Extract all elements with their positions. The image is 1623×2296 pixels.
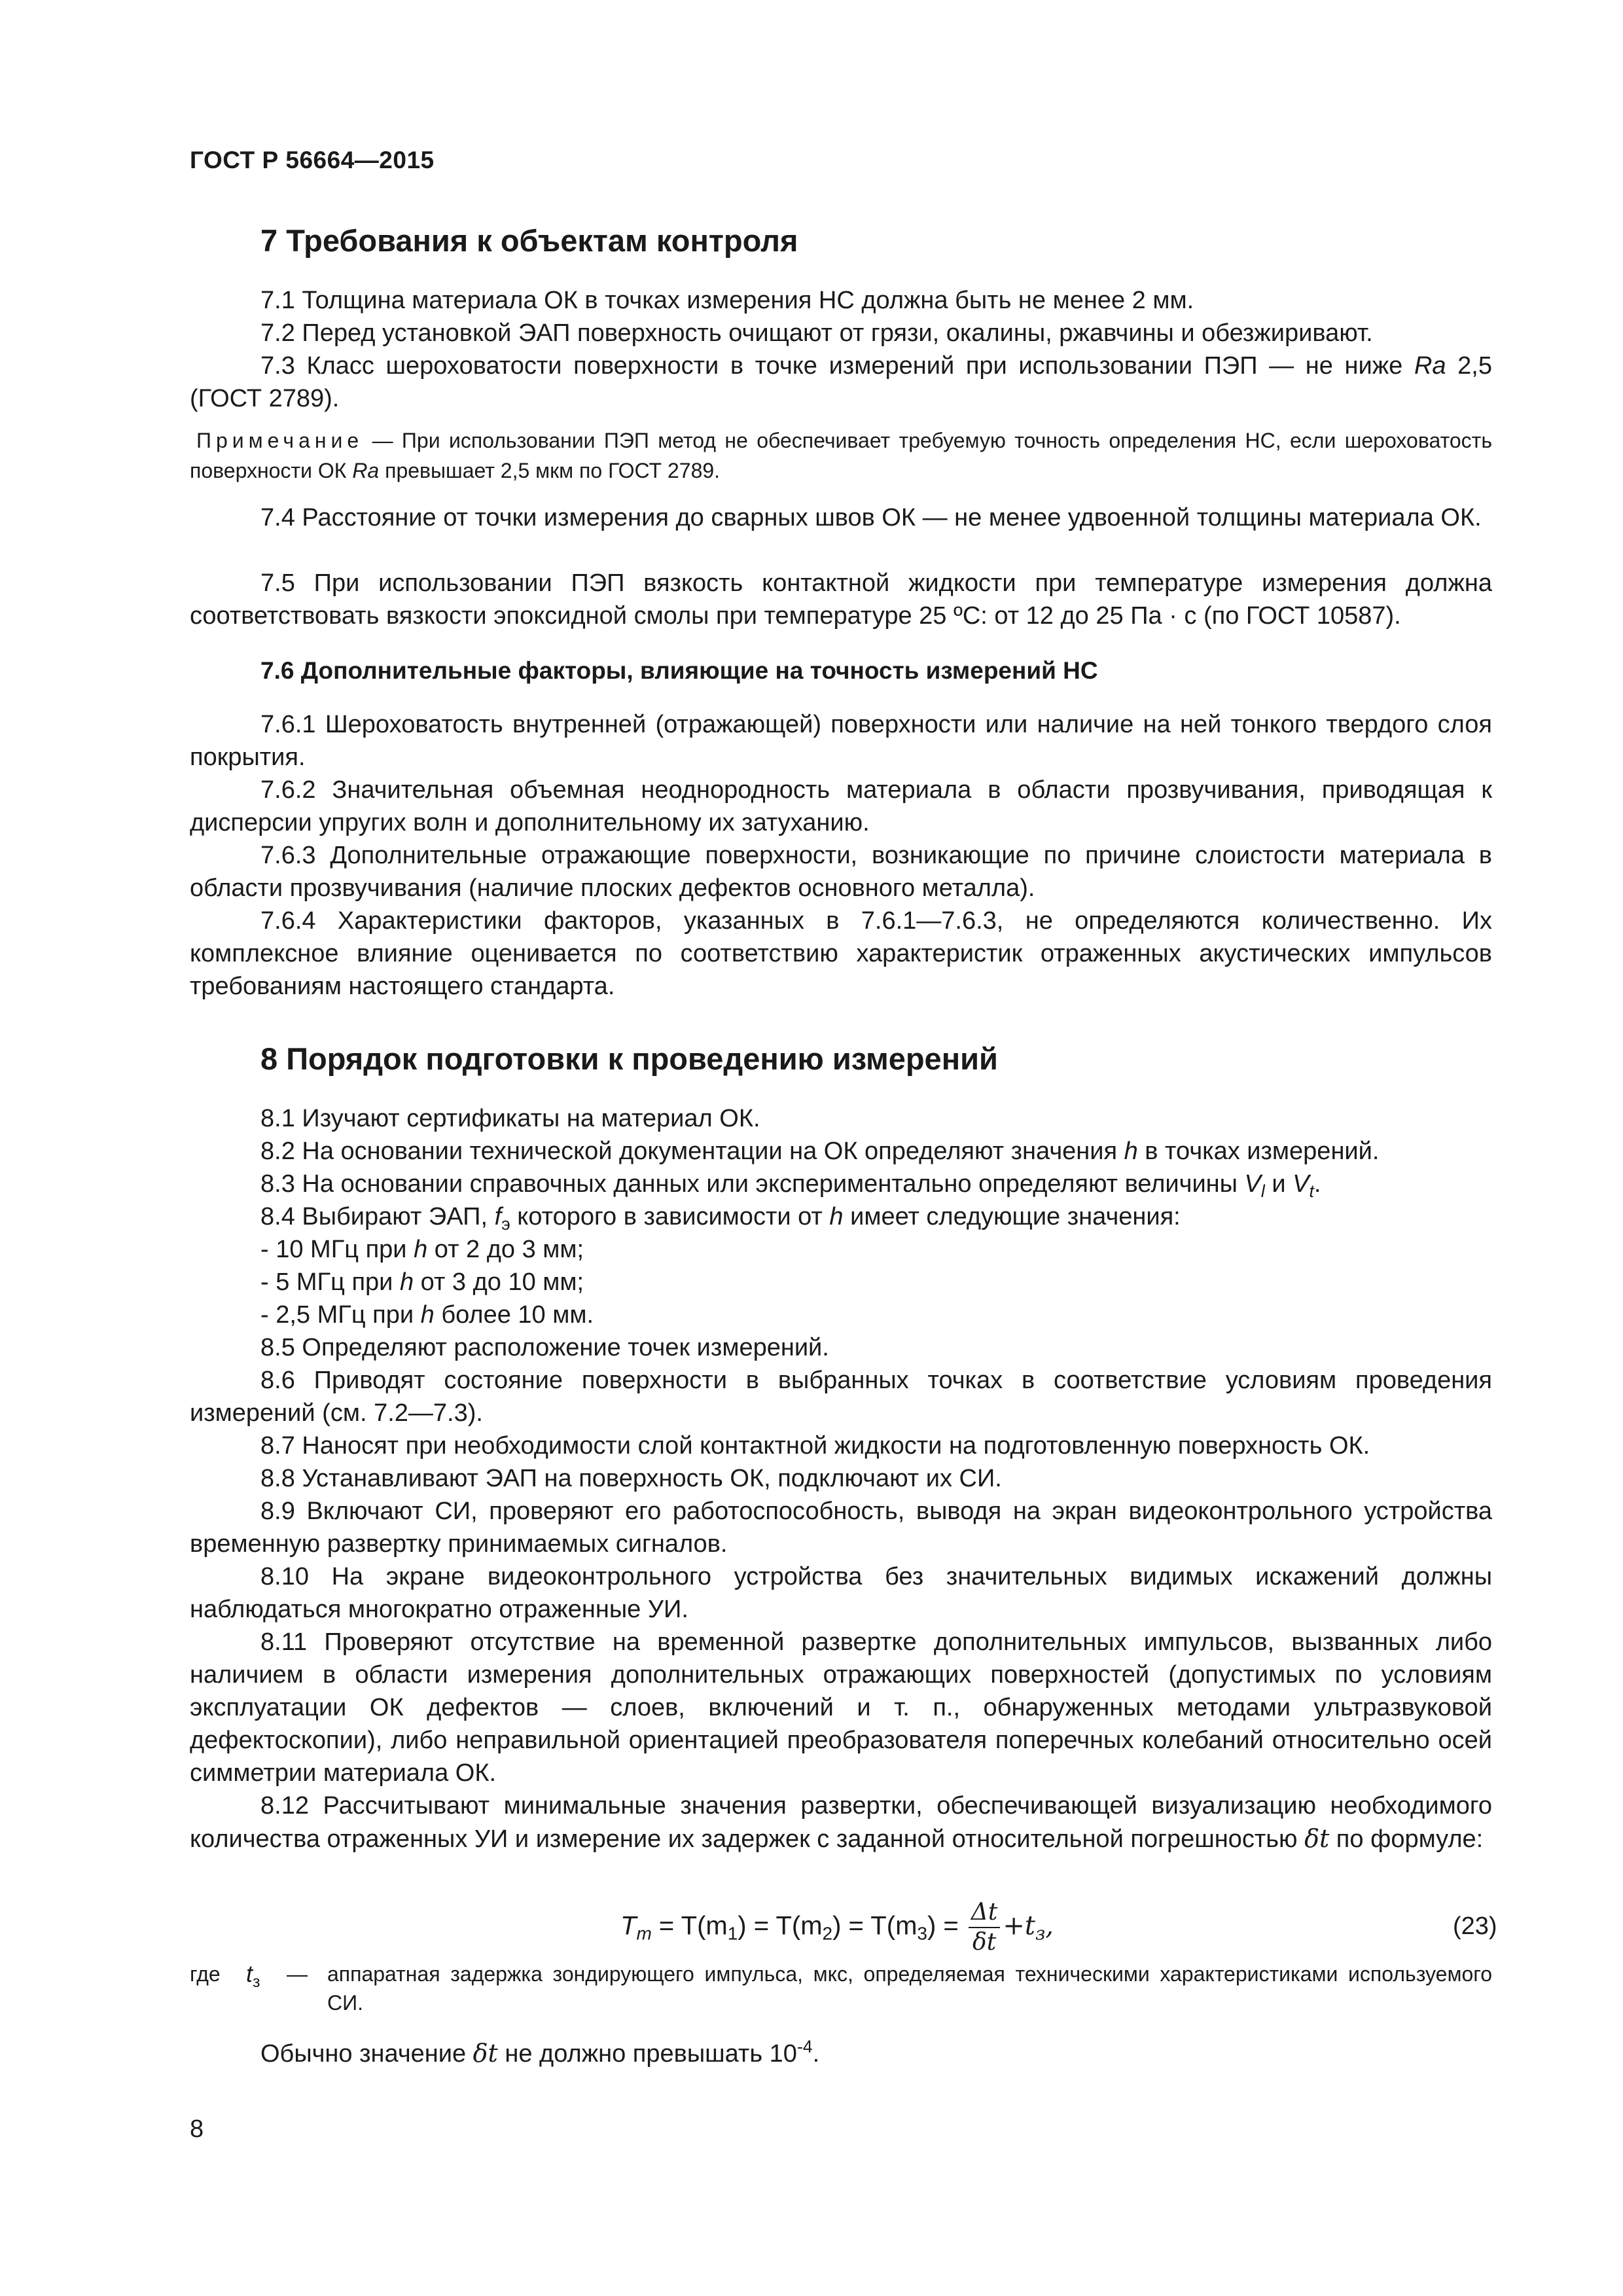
paragraph-8-8: 8.8 Устанавливают ЭАП на поверхность ОК, подключают их СИ. <box>260 1465 1002 1492</box>
document-page: ГОСТ Р 56664—2015 7 Требования к объектам контроля 7.1 Толщина материала ОК в точках измерения НС должна быть не менее 2 мм. 7.2 Перед установкой ЭАП поверхность очищают от грязи, окалины, ржавчины и обезжиривают. 7.3 Класс шероховатости поверхности в точке измерений при использовании ПЭП — не ниже Ra 2,5 (ГОСТ 2789). Примечание — При использовании ПЭП метод не обеспечивает требуемую точность определения НС, если шероховатость поверхности ОК Ra превышает 2,5 мкм по ГОСТ 2789. 7.4 Расстояние от точки измерения до сварных швов ОК — не менее удвоенной толщины материала ОК. 7.5 При использовании ПЭП вязкость контактной жидкости при температуре измерения должна соответствовать вязкости эпоксидной смолы при температуре 25 ºС: от 12 до 25 Па · с (по ГОСТ 10587). 7.6 Дополнительные факторы, влияющие на точность измерений НС 7.6.1 Шероховатость внутренней (отражающей) поверхности или наличие на ней тонкого твердого слоя покрытия. 7.6.2 Значительная объемная неоднородность материала в области прозвучивания, приводящая к дисперсии упругих волн и дополнительному их затуханию. 7.6.3 Дополнительные отражающие поверхности, возникающие по причине слоистости материала в области прозвучивания (наличие плоских дефектов основного металла). 7.6.4 Характеристики факторов, указанных в 7.6.1—7.6.3, не определяются количественно. Их комплексное влияние оценивается по соответствию характеристик отраженных акустических импульсов требованиям настоящего стандарта. 8 Порядок подготовки к проведению измерений 8.1 Изучают сертификаты на материал ОК. 8.2 На основании технической документации на ОК определяют значения h в точках измерений. 8.3 На основании справочных данных или экспериментально определяют величины $V_l$ и $V_t$. 8.4 Выбирают ЭАП, $f_э$ которого в зависимости от h имеет следующие значения: - 10 МГц при h от 2 до 3 мм; - 5 МГц при h от 3 до 10 мм; - 2,5 МГц при h более 10 мм. 8.5 Определяют расположение точек измерений. 8.6 Приводят состояние поверхности в выбранных точках в соответствие условиям проведения измерений (см. 7.2—7.3). 8.7 Наносят при необходимости слой контактной жидкости на подготовленную поверхность ОК. 8.8 Устанавливают ЭАП на поверхность ОК, подключают их СИ. 8.9 Включают СИ, проверяют его работоспособность, выводя на экран видеоконтрольного устройства временную развертку принимаемых сигналов. 8.10 На экране видеоконтрольного устройства без значительных видимых искажений должны наблюдаться многократно отраженные УИ. 8.11 Проверяют отсутствие на временной развертке дополнительных импульсов, вызванных либо наличием в области измерения дополнительных отражающих поверхностей (допустимых по условиям эксплуатации ОК дефектов — слоев, включений и т. п., обнаруженных методами ультразвуковой дефектоскопии), либо неправильной ориентацией преобразователя поперечных колебаний относительно осей симметрии материала ОК. 8.12 Рассчитывают минимальные значения развертки, обеспечивающей визуализацию необходимого количества отраженных УИ и измерение их задержек с заданной относительной погрешностью δt по формуле: $T_m = T(m_1) = T(m_2) = T(m_3)$ = $\frac{\Delta t}{\delta t}$ $+t_з$, (23) где $t_з$ — аппаратная задержка зондирующего импульса, мкс, определяемая техническими характеристиками используемого СИ. Обычно значение δt не должно превышать $10^{-4}$. 8 <box>190 147 1497 2143</box>
paragraph-8-6: 8.6 Приводят состояние поверхности в выбранных точках в соответствие условиям проведения измерений (см. 7.2—7.3). <box>190 1367 1492 1427</box>
equation-number: (23) <box>1453 1912 1497 1940</box>
formula-fraction: $\frac{\Delta t}{\delta t}$ <box>969 1898 1000 1957</box>
paragraph-8-12: 8.12 Рассчитывают минимальные значения развертки, обеспечивающей визуализацию необходимого количества отраженных УИ и измерение их задержек с заданной относительной погрешностью δt по формуле: <box>190 1792 1492 1853</box>
page-number: 8 <box>190 2115 204 2143</box>
paragraph-7-4: 7.4 Расстояние от точки измерения до сварных швов ОК — не менее удвоенной толщины материала ОК. <box>260 504 1482 531</box>
formula-23: $T_m = T(m_1) = T(m_2) = T(m_3)$ = $\frac{\Delta t}{\delta t}$ $+t_з$, <box>620 1899 1054 1956</box>
section-7-title: 7 Требования к объектам контроля <box>260 223 798 258</box>
subsection-7-6-title: 7.6 Дополнительные факторы, влияющие на точность измерений НС <box>260 657 1098 684</box>
note-label: Примечание <box>196 429 364 452</box>
paragraph-7-5: 7.5 При использовании ПЭП вязкость контактной жидкости при температуре измерения должна соответствовать вязкости эпоксидной смолы при температуре 25 ºС: от 12 до 25 Па · с (по ГОСТ 10587). <box>190 569 1492 630</box>
list-item: - 10 МГц при h от 2 до 3 мм; <box>260 1236 584 1263</box>
closing-paragraph: Обычно значение δt не должно превышать $10^{-4}$. <box>260 2037 820 2068</box>
paragraph-7-2: 7.2 Перед установкой ЭАП поверхность очищают от грязи, окалины, ржавчины и обезжиривают. <box>260 319 1373 347</box>
paragraph-8-1: 8.1 Изучают сертификаты на материал ОК. <box>260 1105 760 1132</box>
paragraph-8-4: 8.4 Выбирают ЭАП, $f_э$ которого в зависимости от h имеет следующие значения: <box>260 1203 1181 1234</box>
list-item: - 2,5 МГц при h более 10 мм. <box>260 1301 594 1329</box>
paragraph-7-6-1: 7.6.1 Шероховатость внутренней (отражающей) поверхности или наличие на ней тонкого твердого слоя покрытия. <box>190 711 1492 771</box>
paragraph-7-6-2: 7.6.2 Значительная объемная неоднородность материала в области прозвучивания, приводящая к дисперсии упругих волн и дополнительному их затуханию. <box>190 776 1492 836</box>
paragraph-8-3: 8.3 На основании справочных данных или экспериментально определяют величины $V_l$ и $V_t$. <box>260 1170 1321 1201</box>
section-8-title: 8 Порядок подготовки к проведению измерений <box>260 1041 998 1076</box>
document-code-header: ГОСТ Р 56664—2015 <box>190 147 435 173</box>
paragraph-8-11: 8.11 Проверяют отсутствие на временной развертке дополнительных импульсов, вызванных либо наличием в области измерения дополнительных отражающих поверхностей (допустимых по условиям эксплуатации ОК дефектов — слоев, включений и т. п., обнаруженных методами ультразвуковой дефектоскопии), либо неправильной ориентацией преобразователя поперечных колебаний относительно осей симметрии материала ОК. <box>190 1628 1492 1787</box>
paragraph-8-9: 8.9 Включают СИ, проверяют его работоспособность, выводя на экран видеоконтрольного устройства временную развертку принимаемых сигналов. <box>190 1498 1492 1558</box>
note-7-3: Примечание — При использовании ПЭП метод не обеспечивает требуемую точность определения НС, если шероховатость поверхности ОК Ra превышает 2,5 мкм по ГОСТ 2789. <box>190 429 1492 482</box>
paragraph-8-7: 8.7 Наносят при необходимости слой контактной жидкости на подготовленную поверхность ОК. <box>260 1432 1370 1460</box>
paragraph-8-5: 8.5 Определяют расположение точек измерений. <box>260 1334 829 1361</box>
paragraph-7-6-4: 7.6.4 Характеристики факторов, указанных в 7.6.1—7.6.3, не определяются количественно. Их комплексное влияние оценивается по соответствию характеристик отраженных акустических импульсов требованиям настоящего стандарта. <box>190 907 1492 1000</box>
paragraph-8-10: 8.10 На экране видеоконтрольного устройства без значительных видимых искажений должны наблюдаться многократно отраженные УИ. <box>190 1563 1492 1623</box>
paragraph-7-1: 7.1 Толщина материала ОК в точках измерения НС должна быть не менее 2 мм. <box>260 287 1194 314</box>
paragraph-7-6-3: 7.6.3 Дополнительные отражающие поверхности, возникающие по причине слоистости материала в области прозвучивания (наличие плоских дефектов основного металла). <box>190 842 1492 902</box>
paragraph-8-2: 8.2 На основании технической документации на ОК определяют значения h в точках измерений. <box>260 1138 1380 1165</box>
paragraph-7-3: 7.3 Класс шероховатости поверхности в точке измерений при использовании ПЭП — не ниже Ra 2,5 (ГОСТ 2789). <box>190 352 1492 412</box>
list-item: - 5 МГц при h от 3 до 10 мм; <box>260 1268 584 1296</box>
